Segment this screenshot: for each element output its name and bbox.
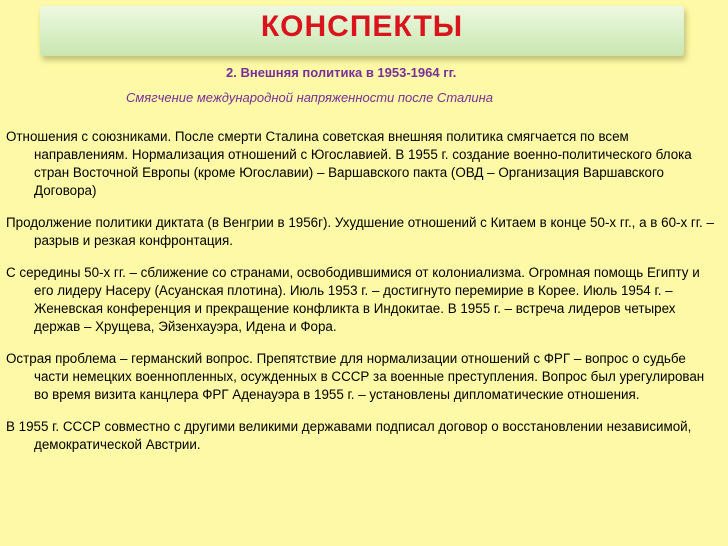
content-body — [6, 128, 720, 468]
paragraph-austria: В 1955 г. СССР совместно с другими великими державами подписал договор о восстановлении независимой, демократической Австрии. — [6, 419, 692, 452]
title-banner — [40, 6, 684, 56]
topic-heading: Смягчение международной напряженности после Сталина — [126, 90, 494, 105]
paragraph-decolonized: С середины 50-х гг. – сближение со странами, освободившимися от колониализма. Огромная помощь Египту и его лидеру Насеру (Асуанская плотина). Июль 1953 г. – достигнуто перемирие в Корее. Июль 1954 г. – Женевская конференция и прекращение конфликта в Индокитае. В 1955 г. – встреча лидеров четырех держав – Хрущева, Эйзенхауэра, Идена и Фора. — [6, 265, 700, 334]
page-title: КОНСПЕКТЫ — [260, 10, 464, 43]
paragraph-allies: Отношения с союзниками. После смерти Сталина советская внешняя политика смягчается по всем направлениям. Нормализация отношений с Югославией. В 1955 г. создание военно-политического блока стран Восточной Европы (кроме Югославии) – Варшавского пакта (ОВД – Организация Варшавского Договора) — [6, 129, 692, 198]
paragraph-dictate: Продолжение политики диктата (в Венгрии в 1956г). Ухудшение отношений с Китаем в конце 50-х гг., а в 60-х гг. – разрыв и резкая конфронтация. — [6, 215, 714, 248]
paragraph-german-question: Острая проблема – германский вопрос. Препятствие для нормализации отношений с ФРГ – вопрос о судьбе части немецких военнопленных, осужденных в СССР за военные преступления. Вопрос был урегулирован во время визита канцлера ФРГ Аденауэра в 1955 г. – установлены дипломатические отношения. — [6, 351, 705, 402]
section-subtitle: 2. Внешняя политика в 1953-1964 гг. — [226, 65, 457, 80]
